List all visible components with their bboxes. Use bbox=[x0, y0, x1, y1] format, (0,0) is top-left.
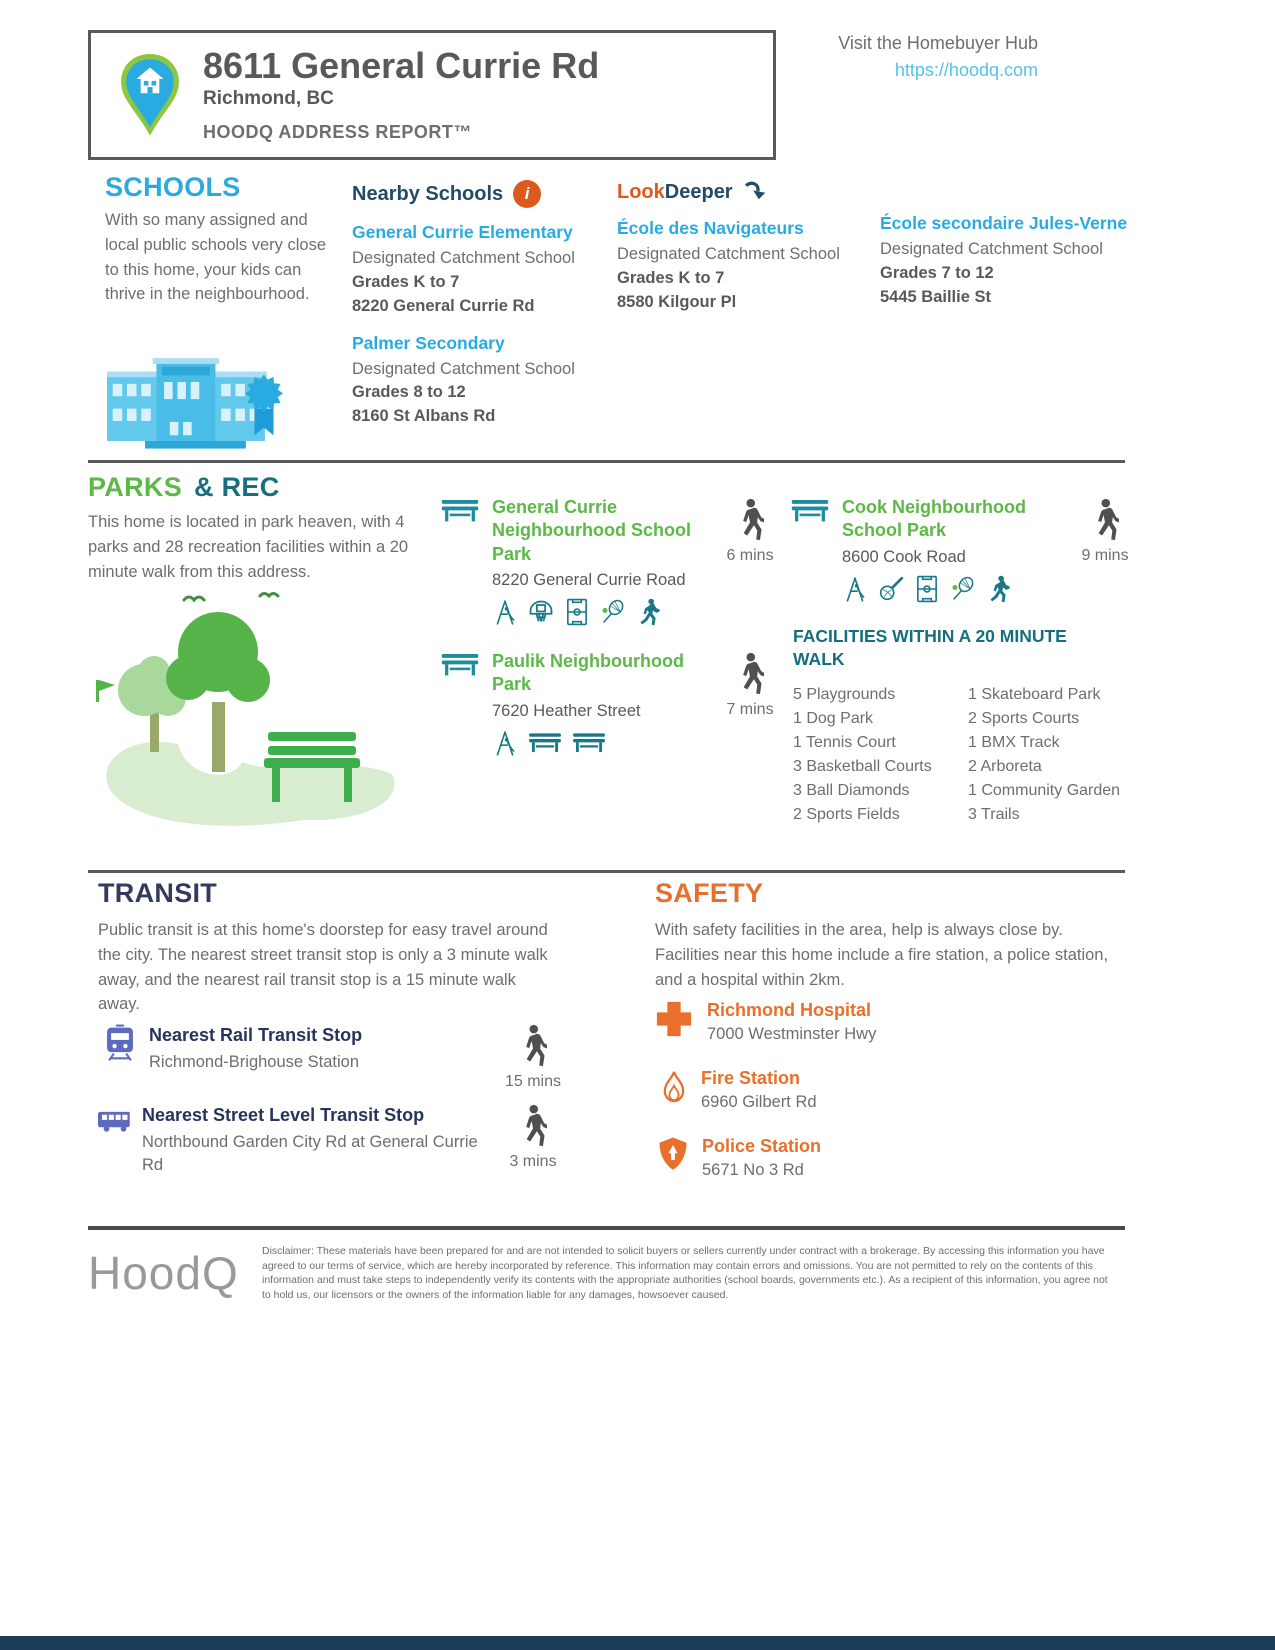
hospital-cross-icon bbox=[655, 1000, 693, 1038]
safety-facility-address: 7000 Westminster Hwy bbox=[707, 1025, 877, 1043]
park-facility-icons bbox=[492, 729, 700, 757]
homebuyer-hub-block bbox=[738, 30, 1038, 84]
park-address: 8600 Cook Road bbox=[842, 547, 966, 566]
page-subtitle-city: Richmond, BC bbox=[203, 88, 334, 110]
facilities-block bbox=[793, 625, 1123, 827]
walk-minutes: 6 mins bbox=[726, 547, 774, 564]
safety-section-heading: SAFETY bbox=[655, 878, 764, 908]
school-address: 8160 St Albans Rd bbox=[352, 407, 496, 426]
park-name: Paulik Neighbourhood Park bbox=[492, 651, 684, 695]
nearby-schools-column bbox=[352, 180, 607, 429]
walking-person-icon bbox=[1091, 498, 1119, 544]
playground-slide-icon bbox=[842, 575, 868, 603]
page-title: 8611 General Currie Rd bbox=[203, 44, 600, 86]
school-address: 5445 Baillie St bbox=[880, 287, 991, 306]
street-transit-row bbox=[98, 1104, 498, 1178]
facility-item: 1 Community Garden bbox=[968, 781, 1121, 799]
map-pin-home-icon bbox=[119, 53, 181, 137]
playground-slide-icon bbox=[492, 598, 518, 626]
safety-intro-text: With safety facilities in the area, help is always close by. Facilities near this home include a fire station, a police station, and a hospital within 2km. bbox=[655, 921, 1109, 989]
facility-item: 1 Dog Park bbox=[793, 709, 874, 727]
train-icon bbox=[105, 1024, 135, 1064]
facilities-list-col2 bbox=[968, 683, 1123, 827]
nearby-schools-heading: Nearby Schools bbox=[352, 182, 504, 205]
walk-minutes: 7 mins bbox=[726, 701, 774, 718]
walk-minutes: 9 mins bbox=[1081, 547, 1129, 564]
parks-section-heading: PARKS & REC bbox=[88, 472, 280, 502]
walking-person-icon bbox=[736, 652, 764, 698]
runner-icon bbox=[636, 598, 662, 626]
section-divider bbox=[88, 460, 1125, 463]
bench-icon bbox=[572, 729, 606, 757]
safety-facility-name: Police Station bbox=[702, 1136, 822, 1156]
rail-stop-label: Nearest Rail Transit Stop bbox=[149, 1025, 363, 1045]
lookdeeper-column bbox=[617, 180, 872, 315]
park-card bbox=[440, 496, 700, 626]
school-grades: Grades 8 to 12 bbox=[352, 383, 466, 402]
safety-facility-address: 6960 Gilbert Rd bbox=[701, 1093, 817, 1111]
rail-transit-row bbox=[105, 1024, 435, 1074]
school-grades: Grades 7 to 12 bbox=[880, 263, 994, 282]
park-card bbox=[440, 650, 700, 757]
flag-icon bbox=[96, 680, 115, 702]
bench-icon bbox=[790, 498, 830, 524]
school-building-illustration bbox=[107, 352, 283, 450]
bird-icon bbox=[184, 594, 278, 601]
facility-item: 2 Sports Fields bbox=[793, 805, 900, 823]
school-grades: Grades K to 7 bbox=[617, 268, 725, 287]
basketball-hoop-icon bbox=[528, 598, 554, 626]
transit-intro-text: Public transit is at this home's doorstep for easy travel around the city. The nearest street transit stop is only a 3 minute walk away, and the nearest rail transit stop is a 15 minute walk away. bbox=[98, 921, 548, 1014]
address-header-box bbox=[88, 30, 776, 160]
walk-time-badge bbox=[1070, 498, 1140, 565]
school-type: Designated Catchment School bbox=[352, 248, 575, 267]
police-shield-icon bbox=[658, 1136, 688, 1172]
hoodq-link[interactable]: https://hoodq.com bbox=[894, 60, 1038, 80]
park-illustration bbox=[92, 582, 404, 832]
playground-slide-icon bbox=[492, 729, 518, 757]
walking-person-icon bbox=[519, 1024, 547, 1070]
bench-icon bbox=[440, 498, 480, 524]
transit-section-heading: TRANSIT bbox=[98, 878, 218, 908]
facility-item: 3 Trails bbox=[968, 805, 1020, 823]
walk-time-badge bbox=[715, 652, 785, 719]
walk-time-badge bbox=[498, 1024, 568, 1091]
bus-icon bbox=[98, 1108, 132, 1134]
street-stop-name: Northbound Garden City Rd at General Currie Rd bbox=[142, 1133, 478, 1175]
walk-time-badge bbox=[498, 1104, 568, 1171]
safety-facility-name: Fire Station bbox=[701, 1068, 801, 1088]
tennis-racket-icon bbox=[950, 575, 976, 603]
safety-item-police bbox=[658, 1136, 821, 1180]
facility-item: 2 Sports Courts bbox=[968, 709, 1080, 727]
facilities-list-col1 bbox=[793, 683, 968, 827]
info-icon[interactable]: i bbox=[513, 180, 541, 208]
walk-time-badge bbox=[715, 498, 785, 565]
section-divider bbox=[88, 1226, 1125, 1230]
bottom-accent-bar bbox=[0, 1636, 1275, 1650]
visit-hub-label: Visit the Homebuyer Hub bbox=[838, 33, 1038, 53]
safety-item-fire bbox=[661, 1068, 817, 1112]
school-type: Designated Catchment School bbox=[617, 244, 840, 263]
schools-section-heading: SCHOOLS bbox=[105, 172, 241, 202]
park-name: General Currie Neighbourhood School Park bbox=[492, 497, 691, 564]
baseball-icon bbox=[878, 575, 904, 603]
school-entry bbox=[880, 213, 1130, 310]
school-address: 8220 General Currie Rd bbox=[352, 296, 535, 315]
school-entry bbox=[352, 333, 607, 430]
curved-arrow-icon bbox=[743, 180, 765, 204]
facility-item: 1 Skateboard Park bbox=[968, 685, 1101, 703]
school-name: General Currie Elementary bbox=[352, 222, 573, 242]
facility-item: 3 Ball Diamonds bbox=[793, 781, 910, 799]
safety-item-hospital bbox=[655, 1000, 876, 1044]
park-address: 8220 General Currie Road bbox=[492, 571, 686, 590]
school-entry bbox=[617, 218, 872, 315]
school-name: École des Navigateurs bbox=[617, 218, 804, 238]
rail-stop-name: Richmond-Brighouse Station bbox=[149, 1053, 360, 1072]
sports-field-icon bbox=[564, 598, 590, 626]
facility-item: 1 BMX Track bbox=[968, 733, 1060, 751]
lookdeeper-heading: LookDeeper bbox=[617, 180, 733, 203]
bench-icon bbox=[440, 652, 480, 678]
walk-minutes: 3 mins bbox=[509, 1153, 557, 1170]
walk-minutes: 15 mins bbox=[504, 1073, 562, 1090]
school-grades: Grades K to 7 bbox=[352, 272, 460, 291]
bench-icon bbox=[528, 729, 562, 757]
report-label: HOODQ ADDRESS REPORT™ bbox=[203, 122, 472, 143]
safety-facility-name: Richmond Hospital bbox=[707, 1000, 872, 1020]
park-facility-icons bbox=[842, 575, 1055, 603]
facility-item: 2 Arboreta bbox=[968, 757, 1042, 775]
tennis-racket-icon bbox=[600, 598, 626, 626]
lookdeeper-column-2 bbox=[880, 213, 1130, 310]
hoodq-logo: HoodQ bbox=[88, 1247, 239, 1299]
street-stop-label: Nearest Street Level Transit Stop bbox=[142, 1105, 425, 1125]
parks-intro-text: This home is located in park heaven, with 4 parks and 28 recreation facilities within a 20 minute walk from this address. bbox=[88, 513, 409, 581]
facility-item: 1 Tennis Court bbox=[793, 733, 896, 751]
school-name: École secondaire Jules-Verne bbox=[880, 213, 1128, 233]
runner-icon bbox=[986, 575, 1012, 603]
school-type: Designated Catchment School bbox=[880, 239, 1103, 258]
schools-intro-text: With so many assigned and local public schools very close to this home, your kids can thrive in the neighbourhood. bbox=[105, 211, 327, 304]
sports-field-icon bbox=[914, 575, 940, 603]
school-type: Designated Catchment School bbox=[352, 359, 575, 378]
park-card bbox=[790, 496, 1055, 603]
large-tree bbox=[166, 612, 270, 772]
walking-person-icon bbox=[519, 1104, 547, 1150]
school-entry bbox=[352, 222, 607, 319]
park-address: 7620 Heather Street bbox=[492, 701, 641, 720]
school-name: Palmer Secondary bbox=[352, 332, 505, 353]
section-divider bbox=[88, 870, 1125, 873]
facilities-heading: FACILITIES WITHIN A 20 MINUTE WALK bbox=[793, 626, 1067, 669]
school-address: 8580 Kilgour Pl bbox=[617, 292, 737, 311]
flame-icon bbox=[661, 1068, 687, 1108]
park-name: Cook Neighbourhood School Park bbox=[842, 497, 1026, 541]
facility-item: 3 Basketball Courts bbox=[793, 757, 932, 775]
park-facility-icons bbox=[492, 598, 700, 626]
disclaimer-text: Disclaimer: These materials have been prepared for and are not intended to solicit buyers or sellers currently under contract with a brokerage. By accessing this information you have agreed to our terms of service, which are hereby incorporated by reference. This information may contain errors and omissions. You are not permitted to rely on the contents of this information and must take steps to independently verify its contents with the appropriate authorities (school boards, governments etc.). As a recipient of this information, you agree not to hold us, our licensors or the owners of the information liable for any damages, howsoever caused. bbox=[262, 1245, 1108, 1302]
walking-person-icon bbox=[736, 498, 764, 544]
safety-facility-address: 5671 No 3 Rd bbox=[702, 1161, 804, 1179]
facility-item: 5 Playgrounds bbox=[793, 685, 896, 703]
